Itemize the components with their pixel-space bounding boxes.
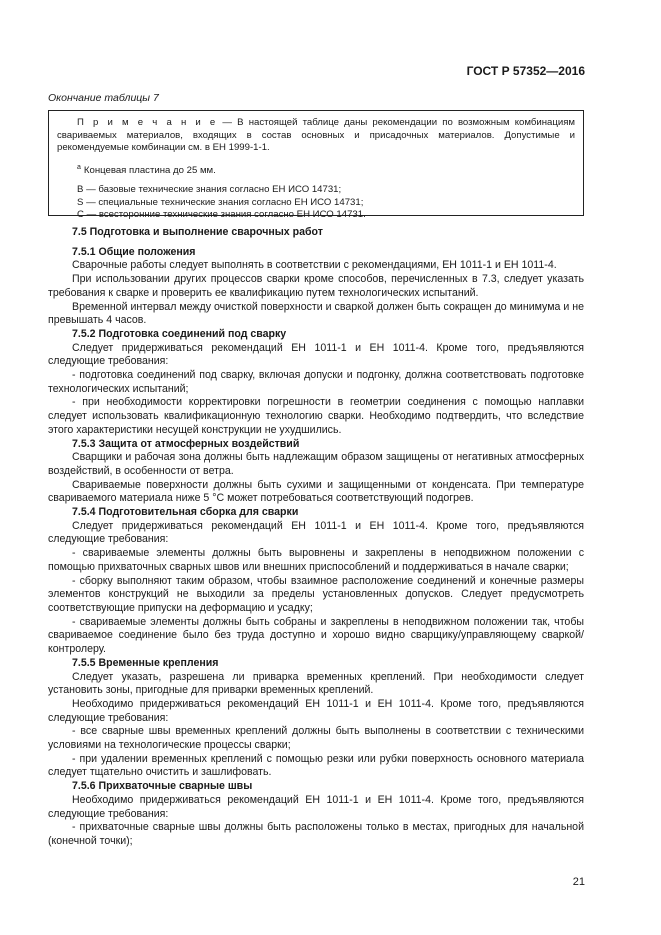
footnote [57, 162, 575, 178]
abbreviation-b: B — базовые технические знания согласно ЕН ИСО 14731; [77, 184, 342, 196]
subsection-heading: 7.5.5 Временные крепления [72, 656, 219, 669]
subsection-heading: 7.5.2 Подготовка соединений под сварку [72, 327, 287, 340]
table-note-box [48, 110, 584, 221]
note-paragraph [57, 117, 575, 155]
list-item: - свариваемые элементы должны быть выровнены и закреплены в неподвижном положении с помощью прихваточных сварных швов или внешних приспособлений и поддерживаться в начале сварки; [48, 547, 584, 573]
standard-designation: ГОСТ Р 57352—2016 [466, 64, 585, 78]
abbreviation-c: C — всесторонние технические знания согласно ЕН ИСО 14731. [77, 209, 366, 221]
list-item: - все сварные швы временных креплений должны быть выполнены в соответствии с техническими условиями на технологические процессы сварки; [48, 725, 584, 752]
paragraph: Необходимо придерживаться рекомендаций ЕН 1011-1 и ЕН 1011-4. Кроме того, предъявляются следующие требования: [48, 793, 584, 820]
subsection-heading: 7.5.4 Подготовительная сборка для сварки [72, 506, 299, 519]
paragraph: Следует указать, разрешена ли приварка временных креплений. При необходимости следует установить зоны, пригодные для приварки временных креплений. [48, 670, 584, 697]
list-item: - при удалении временных креплений с помощью резки или рубки поверхность основного материала следует тщательно очистить и зашлифовать. [48, 752, 584, 779]
abbreviation-s: S — специальные технические знания согласно ЕН ИСО 14731; [77, 196, 364, 208]
paragraph: Свариваемые поверхности должны быть сухими и защищенными от конденсата. При температуре свариваемого материала ниже 5 °С может потребоваться соответствующий подогрев. [48, 478, 584, 505]
paragraph: Необходимо придерживаться рекомендаций ЕН 1011-1 и ЕН 1011-4. Кроме того, предъявляются следующие требования: [48, 697, 584, 724]
footnote-marker: a [77, 163, 81, 171]
list-item: - подготовка соединений под сварку, включая допуски и подгонку, должна соответствовать подготовке технологических испытаний; [48, 369, 584, 395]
note-text: — В настоящей таблице даны рекомендации по возможным комбинациям свариваемых материалов, входящих в состав основных и присадочных материалов. Допустимые и рекомендуемые комбинации см. в ЕН 1999-1-1. [57, 117, 576, 153]
paragraph: Временной интервал между очисткой поверхности и сваркой должен быть сокращен до минимума и не превышать 4 часов. [48, 300, 584, 327]
footnote-text: Концевая пластина до 25 мм. [83, 164, 216, 176]
list-item: - сборку выполняют таким образом, чтобы взаимное расположение соединений и конечные размеры элементов конструкций не выходили за пределы установленных допусков. Следует предусмотреть соответствующие припуски на деформацию и усадку; [48, 574, 584, 614]
list-item: - свариваемые элементы должны быть собраны и закреплены в неподвижном положении так, чтобы свариваемое соединение было без труда доступно и хорошо видно сварщику/управляющему сваркой/контролеру. [48, 615, 584, 656]
subsection-heading: 7.5.3 Защита от атмосферных воздействий [72, 437, 300, 450]
page-number: 21 [572, 876, 585, 888]
list-item: - при необходимости корректировки погрешности в геометрии соединения с помощью наплавки следует использовать квалификационную технологию сварки. Необходимо подтвердить, что вследствие этого характеристики несущей конструкции не ухудшились. [48, 396, 584, 436]
table-caption: Окончание таблицы 7 [48, 92, 159, 104]
subsection-heading: 7.5.1 Общие положения [72, 245, 196, 258]
subsection-heading: 7.5.6 Прихваточные сварные швы [72, 780, 253, 793]
paragraph: Сварщики и рабочая зона должны быть надлежащим образом защищены от негативных атмосферных воздействий, в особенности от ветра. [48, 451, 584, 477]
note-label: П р и м е ч а н и е [77, 117, 218, 128]
paragraph: Следует придерживаться рекомендаций ЕН 1011-1 и ЕН 1011-4. Кроме того, предъявляются следующие требования: [48, 341, 584, 368]
paragraph: Сварочные работы следует выполнять в соответствии с рекомендациями, ЕН 1011-1 и ЕН 1011-4. [72, 259, 557, 272]
main-text [48, 226, 584, 849]
paragraph: Следует придерживаться рекомендаций ЕН 1011-1 и ЕН 1011-4. Кроме того, предъявляются следующие требования: [48, 519, 584, 546]
section-heading: 7.5 Подготовка и выполнение сварочных работ [72, 226, 323, 238]
paragraph: При использовании других процессов сварки кроме способов, перечисленных в 7.3, следует указать требования к сварке и проверить ее квалификацию путем технологических испытаний. [48, 273, 584, 299]
list-item: - прихваточные сварные швы должны быть расположены только в местах, пригодных для начальной (конечной точки); [48, 821, 584, 847]
